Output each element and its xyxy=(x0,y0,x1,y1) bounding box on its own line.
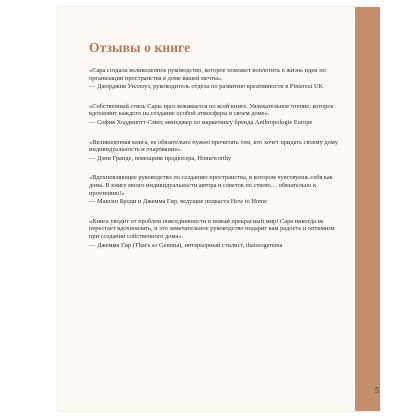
reviews-section xyxy=(89,40,341,261)
review-author: — Дэни Гранде, помощник продюсера, Homeworthy xyxy=(89,154,232,162)
review-item xyxy=(89,218,341,249)
review-author: — Джемма Гир (That's so Gemma), интерьерный стилист, thatssogemma xyxy=(89,241,283,249)
review-item xyxy=(89,103,341,127)
review-text: «Великолепная книга, ее обязательно нужно прочитать тем, кто хочет придать своему дому индивидуальность и очарование». xyxy=(89,138,338,154)
page-heading: Отзывы о книге xyxy=(89,40,191,55)
page-number: 5 xyxy=(375,386,379,395)
review-item xyxy=(89,67,341,91)
review-author: — Джорджия Уиллоуз, руководитель отдела по развитию креативности в Pinterest UK xyxy=(89,83,324,91)
review-text: «Сара создала великолепное руководство, которое поможет воплотить в жизнь идеи по организации пространства в доме вашей мечты». xyxy=(89,67,326,82)
accent-side-band xyxy=(355,7,380,411)
review-author: — Максин Броди и Джемма Гир, ведущие подкаста How to Home xyxy=(89,198,267,206)
book-page xyxy=(58,7,380,411)
review-text: «Собственный стиль Сары прослеживается по всей книге. Увлекательное чтение, которое вдохновит каждого на создание особой атмосферы в своем доме». xyxy=(89,102,334,118)
review-text: «Книга уводит от проблем повседневности в новый прекрасный мир! Сара никогда не перестает вдохновлять, и это замечательное руководство подарит вам радость и оптимизм при создании собственного дома». xyxy=(89,217,335,240)
review-text: «Вдохновляющее руководство по созданию пространства, в котором чувствуешь себя как дома. В книге много индивидуальности автора и советов по стилю… обязательно к прочтению!» xyxy=(89,174,333,197)
review-author: — София Ходдинотт-Смит, менеджер по маркетингу бренда Anthropologie Europe xyxy=(89,118,313,126)
review-item xyxy=(89,174,341,205)
review-item xyxy=(89,139,341,163)
